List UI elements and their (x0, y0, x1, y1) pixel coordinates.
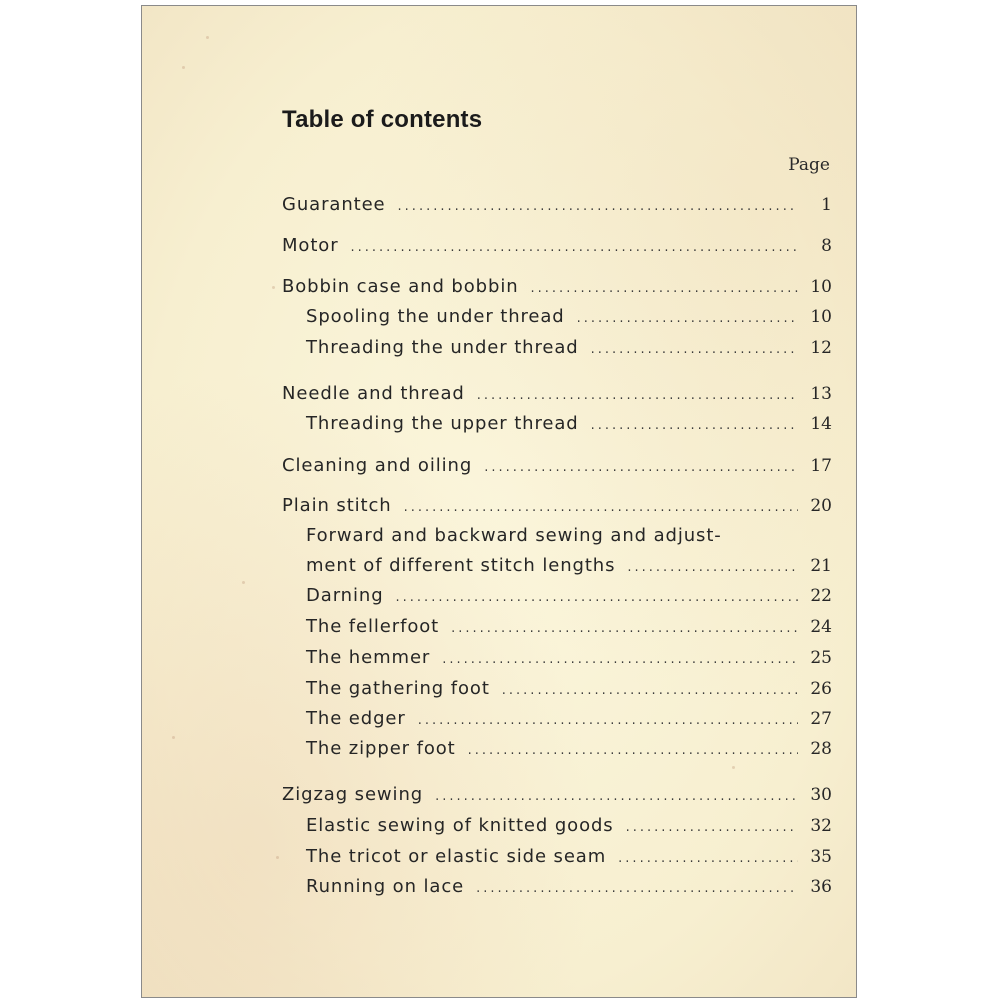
toc-entry (282, 784, 832, 810)
dot-leader (502, 683, 798, 698)
toc-entry-label: Elastic sewing of knitted goods (306, 815, 614, 836)
toc-entry-page: 21 (810, 556, 832, 576)
toc-entry-label: Darning (306, 585, 384, 606)
dot-leader (476, 881, 798, 896)
toc-entry-page: 28 (810, 739, 832, 759)
dot-leader (477, 388, 798, 403)
toc-entry-label: The gathering foot (306, 678, 490, 699)
toc-entry-page: 27 (810, 709, 832, 729)
toc-entry (282, 276, 832, 302)
toc-entry-page: 25 (810, 648, 832, 668)
toc-entry-page: 22 (810, 586, 832, 606)
toc-subentry (306, 413, 832, 439)
toc-entry-label: Forward and backward sewing and adjust- (306, 525, 722, 546)
dot-leader (577, 311, 798, 326)
toc-subentry (306, 616, 832, 642)
toc-entry-label: Threading the upper thread (306, 413, 579, 434)
dot-leader (591, 342, 798, 357)
page-column-header: Page (788, 155, 830, 175)
toc-entry-page: 8 (821, 236, 832, 256)
dot-leader (531, 281, 798, 296)
toc-subentry (306, 876, 832, 902)
toc-entry (282, 495, 832, 521)
toc-subentry (306, 846, 832, 872)
toc-entry-label: Running on lace (306, 876, 465, 897)
dot-leader (627, 560, 798, 575)
dot-leader (404, 500, 798, 515)
dot-leader (442, 652, 798, 667)
document-page (141, 5, 857, 998)
toc-entry (282, 194, 832, 220)
toc-entry-page: 26 (810, 679, 832, 699)
toc-entry-page: 12 (810, 338, 832, 358)
dot-leader (591, 418, 798, 433)
toc-entry-label: Spooling the under thread (306, 306, 565, 327)
toc-entry-page: 17 (810, 456, 832, 476)
toc-entry-label: ment of different stitch lengths (306, 555, 616, 576)
dot-leader (435, 789, 798, 804)
dot-leader (626, 820, 798, 835)
toc-subentry (306, 306, 832, 332)
toc-subentry (306, 555, 832, 581)
toc-entry-page: 32 (810, 816, 832, 836)
toc-subentry (306, 815, 832, 841)
toc-entry-label: Guarantee (282, 194, 386, 215)
toc-subentry (306, 738, 832, 764)
toc-entry-label: The edger (306, 708, 406, 729)
dot-leader (398, 199, 798, 214)
toc-entry-label: Motor (282, 235, 339, 256)
dot-leader (396, 590, 798, 605)
toc-entry-label: Zigzag sewing (282, 784, 424, 805)
toc-entry-page: 13 (810, 384, 832, 404)
toc-entry (282, 383, 832, 409)
toc-subentry (306, 678, 832, 704)
toc-entry-page: 10 (810, 277, 832, 297)
toc-entry-label: Needle and thread (282, 383, 465, 404)
toc-entry-label: Bobbin case and bobbin (282, 276, 519, 297)
toc-entry-label: Cleaning and oiling (282, 455, 473, 476)
toc-entry (282, 455, 832, 481)
toc-entry-label: Plain stitch (282, 495, 392, 516)
dot-leader (451, 621, 798, 636)
dot-leader (468, 743, 798, 758)
toc-subentry (306, 585, 832, 611)
toc-entry-label: The fellerfoot (306, 616, 440, 637)
toc-entry-label: The zipper foot (306, 738, 456, 759)
toc-entry-page: 1 (821, 195, 832, 215)
toc-entry-page: 20 (810, 496, 832, 516)
toc-list (142, 6, 856, 997)
toc-entry-label: Threading the under thread (306, 337, 579, 358)
page-title: Table of contents (282, 106, 483, 133)
dot-leader (418, 713, 798, 728)
dot-leader (484, 460, 798, 475)
toc-entry-label: The tricot or elastic side seam (306, 846, 607, 867)
toc-subentry (306, 708, 832, 734)
toc-entry-page: 35 (810, 847, 832, 867)
toc-entry-label: The hemmer (306, 647, 431, 668)
toc-entry-page: 36 (810, 877, 832, 897)
toc-entry-page: 24 (810, 617, 832, 637)
dot-leader (618, 851, 798, 866)
toc-subentry (306, 647, 832, 673)
dot-leader (351, 240, 798, 255)
toc-entry (282, 235, 832, 261)
toc-entry-page: 14 (810, 414, 832, 434)
toc-entry-page: 30 (810, 785, 832, 805)
toc-subentry (306, 337, 832, 363)
toc-subentry (306, 525, 832, 551)
toc-entry-page: 10 (810, 307, 832, 327)
